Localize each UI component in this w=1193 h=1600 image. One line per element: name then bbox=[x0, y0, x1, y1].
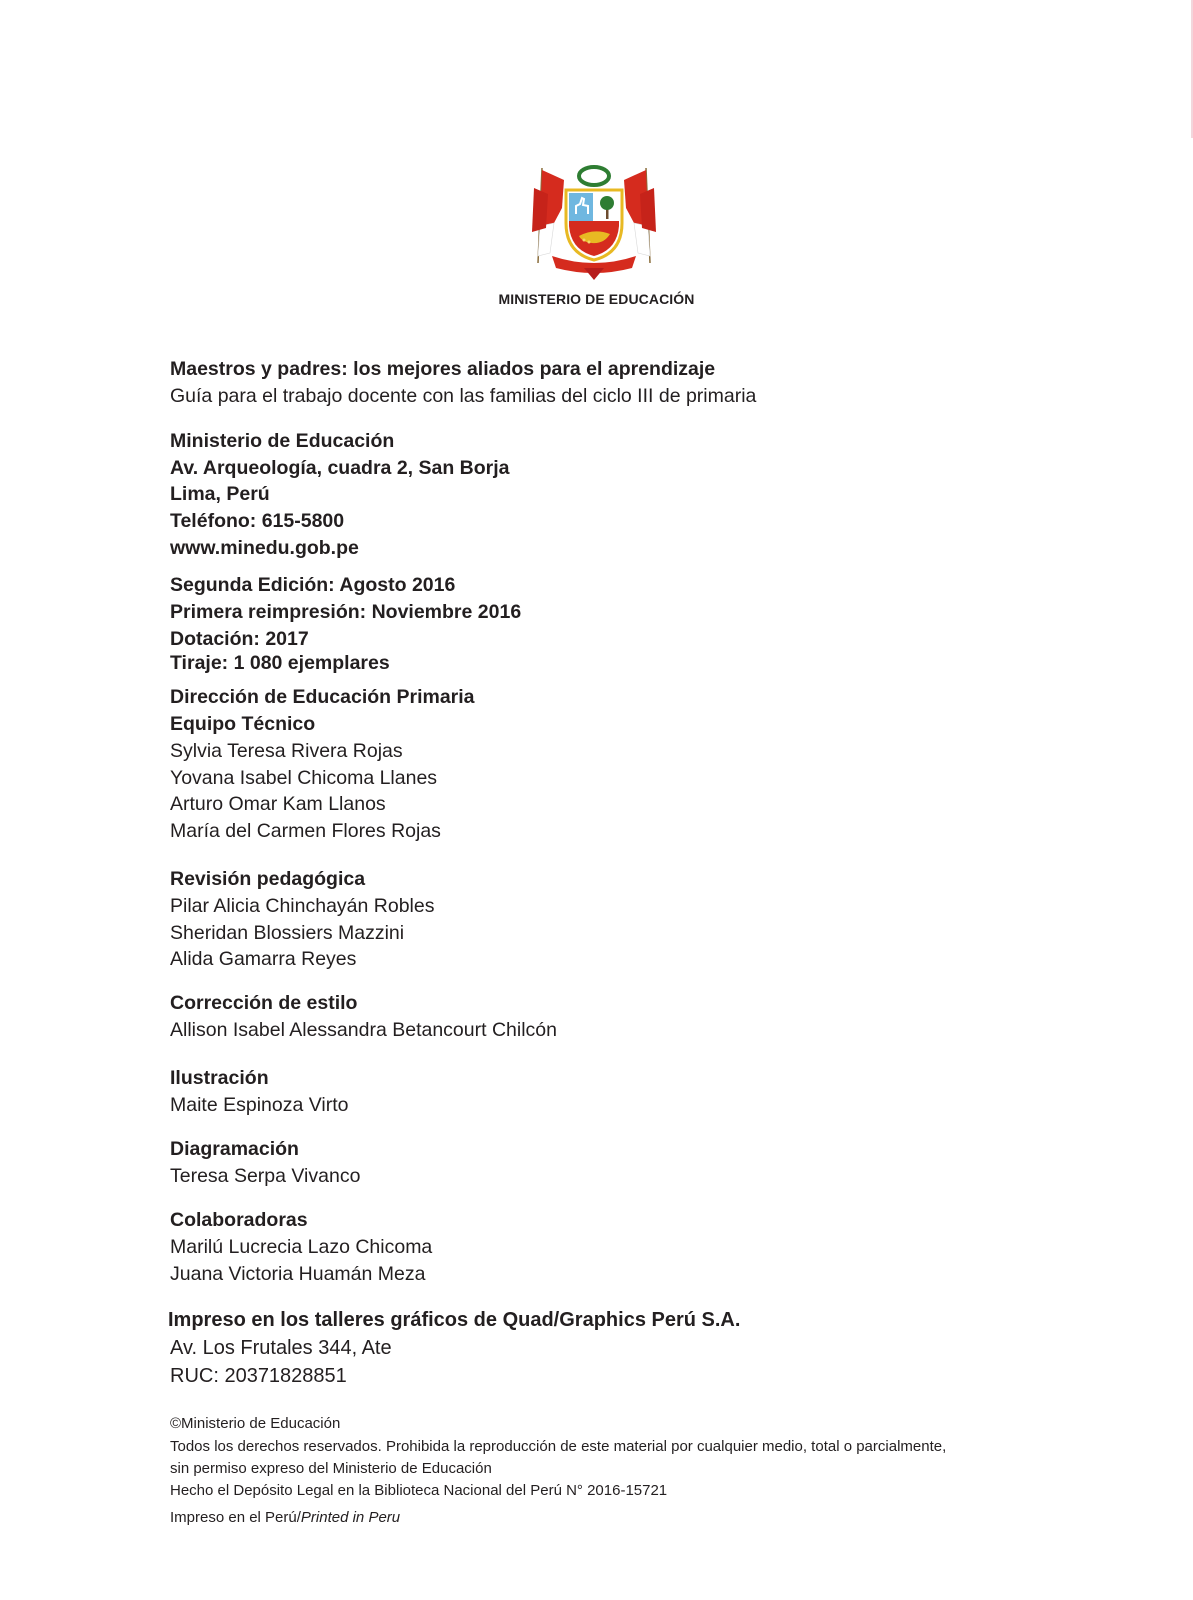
team-member: Arturo Omar Kam Llanos bbox=[170, 793, 386, 815]
collaborators-heading: Colaboradoras bbox=[170, 1209, 308, 1231]
review-heading: Revisión pedagógica bbox=[170, 868, 366, 890]
address-name: Ministerio de Educación bbox=[170, 430, 395, 452]
edition-dotacion: Dotación: 2017 bbox=[170, 628, 309, 650]
edition-tiraje: Tiraje: 1 080 ejemplares bbox=[170, 652, 390, 674]
collaborator-member: Juana Victoria Huamán Meza bbox=[170, 1263, 426, 1285]
review-member: Alida Gamarra Reyes bbox=[170, 948, 357, 970]
review-member: Pilar Alicia Chinchayán Robles bbox=[170, 895, 435, 917]
ministry-label: MINISTERIO DE EDUCACIÓN bbox=[498, 291, 695, 307]
printer-address: Av. Los Frutales 344, Ate bbox=[170, 1337, 392, 1359]
style-heading: Corrección de estilo bbox=[170, 992, 358, 1014]
printed-prefix: Impreso en el Perú/ bbox=[170, 1509, 301, 1526]
team-member: Yovana Isabel Chicoma Llanes bbox=[170, 767, 438, 789]
address-phone: Teléfono: 615-5800 bbox=[170, 510, 345, 532]
legal-rights-line-2: sin permiso expreso del Ministerio de Educación bbox=[170, 1460, 492, 1477]
emblem-arc-text bbox=[527, 128, 663, 130]
review-member: Sheridan Blossiers Mazzini bbox=[170, 922, 405, 944]
layout-heading: Diagramación bbox=[170, 1138, 299, 1160]
style-member: Allison Isabel Alessandra Betancourt Chilcón bbox=[170, 1019, 557, 1041]
legal-deposit: Hecho el Depósito Legal en la Biblioteca Nacional del Perú N° 2016-15721 bbox=[170, 1482, 668, 1499]
collaborator-member: Marilú Lucrecia Lazo Chicoma bbox=[170, 1236, 433, 1258]
layout-member: Teresa Serpa Vivanco bbox=[170, 1165, 361, 1187]
address-street: Av. Arqueología, cuadra 2, San Borja bbox=[170, 457, 510, 479]
team-direction: Dirección de Educación Primaria bbox=[170, 686, 475, 708]
svg-text:REPÚBLICA DEL PERÚ bbox=[527, 128, 663, 130]
publication-title: Maestros y padres: los mejores aliados para el aprendizaje bbox=[170, 358, 716, 380]
peru-coat-of-arms-emblem bbox=[524, 128, 664, 283]
address-city: Lima, Perú bbox=[170, 483, 270, 505]
legal-copyright: ©Ministerio de Educación bbox=[170, 1415, 341, 1432]
legal-rights-line-1: Todos los derechos reservados. Prohibida la reproducción de este material por cualquier medio, total o parcialmente, bbox=[170, 1438, 947, 1455]
illustration-heading: Ilustración bbox=[170, 1067, 269, 1089]
printed-italic: Printed in Peru bbox=[300, 1509, 401, 1526]
team-member: Sylvia Teresa Rivera Rojas bbox=[170, 740, 403, 762]
illustration-member: Maite Espinoza Virto bbox=[170, 1094, 349, 1116]
team-heading: Equipo Técnico bbox=[170, 713, 316, 735]
edition-second: Segunda Edición: Agosto 2016 bbox=[170, 574, 456, 596]
printer-heading: Impreso en los talleres gráficos de Quad/Graphics Perú S.A. bbox=[168, 1309, 741, 1331]
team-member: María del Carmen Flores Rojas bbox=[170, 820, 441, 842]
legal-printed-in bbox=[170, 1508, 400, 1527]
edition-reprint: Primera reimpresión: Noviembre 2016 bbox=[170, 601, 522, 623]
address-website: www.minedu.gob.pe bbox=[170, 537, 359, 559]
printer-ruc: RUC: 20371828851 bbox=[170, 1365, 347, 1387]
publication-subtitle: Guía para el trabajo docente con las familias del ciclo III de primaria bbox=[170, 385, 757, 407]
